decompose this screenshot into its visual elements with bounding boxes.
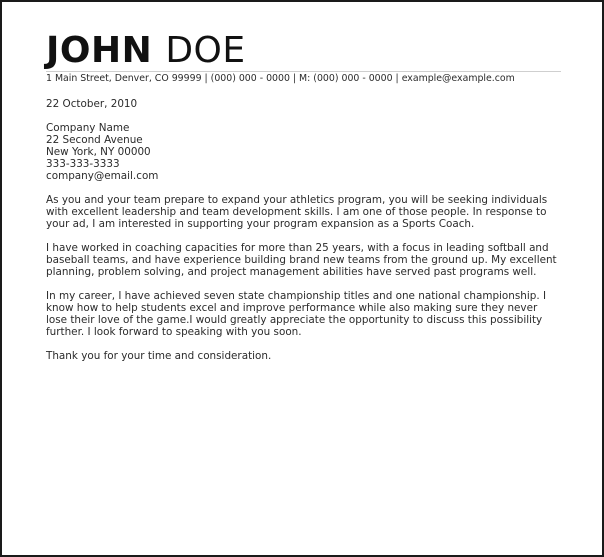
sender-name — [46, 32, 561, 70]
sender-first-name: JOHN — [46, 30, 153, 71]
letter-date: 22 October, 2010 — [46, 98, 138, 110]
recipient-phone: 333-333-3333 — [46, 158, 120, 170]
cover-letter — [46, 32, 561, 372]
body-paragraph-1: As you and your team prepare to expand your athletics program, you will be seeking individuals with excellent leadership and team development skills. I am one of those people. In response to your ad, I am interested in supporting your program expansion as a Sports Coach. — [46, 194, 548, 230]
recipient-street: 22 Second Avenue — [46, 134, 143, 146]
recipient-email: company@email.com — [46, 170, 159, 182]
closing-line: Thank you for your time and consideration. — [46, 350, 272, 362]
recipient-company: Company Name — [46, 122, 130, 134]
recipient-city: New York, NY 00000 — [46, 146, 151, 158]
body-paragraph-2: I have worked in coaching capacities for more than 25 years, with a focus in leading softball and baseball teams, and have experience building brand new teams from the ground up. My excellent planning, problem solving, and project management abilities have served past programs well. — [46, 242, 557, 278]
sender-last-name: DOE — [165, 30, 246, 71]
recipient-address — [46, 122, 561, 182]
body-paragraph-3: In my career, I have achieved seven state championship titles and one national championship. I know how to help students excel and improve performance while also making sure they never lose their love of the game.I would greatly appreciate the opportunity to discuss this possibility further. I look forward to speaking with you soon. — [46, 290, 547, 338]
sender-contact-line: 1 Main Street, Denver, CO 99999 | (000) 000 - 0000 | M: (000) 000 - 0000 | example@example.com — [46, 71, 561, 85]
